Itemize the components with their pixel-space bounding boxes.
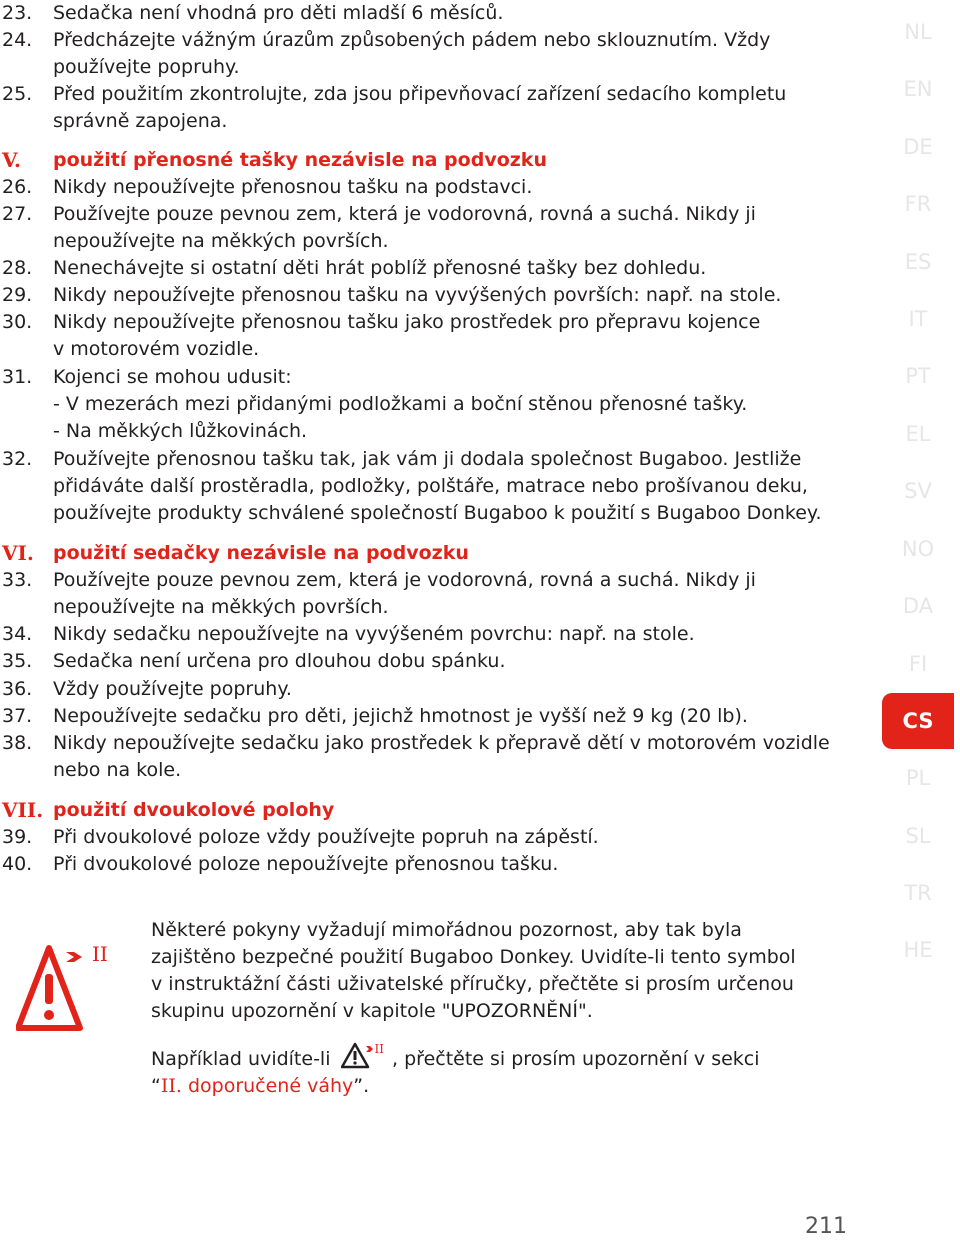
lang-tab-nl[interactable]: NL: [904, 20, 932, 44]
item-text: Při dvoukolové poloze vždy používejte popruh na zápěstí.: [53, 826, 599, 848]
item-text: Používejte pouze pevnou zem, která je vodorovná, rovná a suchá. Nikdy ji nepoužívejte na měkkých površích.: [53, 203, 756, 252]
item-number: 31.: [2, 366, 33, 388]
lang-tab-de[interactable]: DE: [903, 135, 933, 159]
item-number: 29.: [2, 284, 33, 306]
item-number: 25.: [2, 83, 33, 105]
lang-tab-he[interactable]: HE: [903, 938, 933, 962]
example-text-after: , přečtěte si prosím upozornění v sekci: [392, 1048, 760, 1070]
example-text-before: Například uvidíte-li: [151, 1048, 331, 1070]
item-text: Sedačka není určena pro dlouhou dobu spánku.: [53, 650, 506, 672]
item-text: Sedačka není vhodná pro děti mladší 6 měsíců.: [53, 2, 504, 24]
inline-icon-label: II: [374, 1042, 385, 1056]
section-heading-v: [0, 147, 850, 177]
item-text: Předcházejte vážným úrazům způsobených pádem nebo sklouznutím. Vždy používejte popruhy.: [53, 29, 771, 78]
lang-tab-fi[interactable]: FI: [908, 652, 928, 676]
item-number: 24.: [2, 29, 33, 51]
lang-tab-sv[interactable]: SV: [904, 479, 932, 503]
item-text: Nikdy nepoužívejte přenosnou tašku na podstavci.: [53, 176, 533, 198]
item-text: Před použitím zkontrolujte, zda jsou připevňovací zařízení sedacího kompletu správně zapojena.: [53, 83, 787, 132]
lang-tab-fr[interactable]: FR: [904, 192, 932, 216]
item-number: 33.: [2, 569, 33, 591]
lang-tab-da[interactable]: DA: [902, 594, 934, 618]
lang-tab-es[interactable]: ES: [904, 250, 932, 274]
item-text: Nikdy nepoužívejte přenosnou tašku na vyvýšených površích: např. na stole.: [53, 284, 782, 306]
item-text: Nikdy nepoužívejte přenosnou tašku jako prostředek pro přepravu kojence v motorovém vozidle.: [53, 311, 761, 360]
item-text: Nikdy nepoužívejte sedačku jako prostředek k přepravě dětí v motorovém vozidle nebo na kole.: [53, 732, 830, 781]
item-text: Nepoužívejte sedačku pro děti, jejichž hmotnost je vyšší než 9 kg (20 lb).: [53, 705, 748, 727]
item-number: 38.: [2, 732, 33, 754]
warning-triangle-arrow-icon: [16, 944, 116, 1034]
item-number: 28.: [2, 257, 33, 279]
ref-open-quote: “: [151, 1075, 161, 1097]
notice-text: Některé pokyny vyžadují mimořádnou pozornost, aby tak byla zajištěno bezpečné použití Bugaboo Donkey. Uvidíte-li tento symbol v instruktážní části uživatelské příručky, přečtěte si prosím určenou skupinu upozornění v kapitole "UPOZORNĚNÍ".: [151, 919, 796, 1022]
item-number: 35.: [2, 650, 33, 672]
lang-tab-pl[interactable]: PL: [905, 766, 931, 790]
lang-tab-cs[interactable]: CS: [882, 693, 954, 749]
section-title: použití přenosné tašky nezávisle na podvozku: [53, 149, 547, 171]
section-title: použití dvoukolové polohy: [53, 799, 335, 821]
section-number: VI.: [2, 541, 34, 565]
lang-tab-tr[interactable]: TR: [904, 881, 932, 905]
item-number: 30.: [2, 311, 33, 333]
item-number: 26.: [2, 176, 33, 198]
item-text: Používejte pouze pevnou zem, která je vodorovná, rovná a suchá. Nikdy ji nepoužívejte na měkkých površích.: [53, 569, 756, 618]
notice-example: [151, 1036, 841, 1100]
item-number: 40.: [2, 853, 33, 875]
item-text: Vždy používejte popruhy.: [53, 678, 292, 700]
item-text: Při dvoukolové poloze nepoužívejte přenosnou tašku.: [53, 853, 559, 875]
item-number: 27.: [2, 203, 33, 225]
section-reference: II. doporučené váhy: [160, 1075, 354, 1097]
item-number: 37.: [2, 705, 33, 727]
lang-tab-sl[interactable]: SL: [905, 824, 931, 848]
lang-tab-pt[interactable]: PT: [905, 364, 931, 388]
lang-tab-it[interactable]: IT: [908, 307, 928, 331]
notice-icon-label: II: [92, 942, 108, 966]
lang-tab-no[interactable]: NO: [901, 537, 935, 561]
item-text: Nikdy sedačku nepoužívejte na vyvýšeném povrchu: např. na stole.: [53, 623, 695, 645]
section-heading-vi: [0, 540, 850, 570]
ref-close-quote: ”.: [353, 1075, 370, 1097]
item-text: Používejte přenosnou tašku tak, jak vám ji dodala společnost Bugaboo. Jestliže přidáváte další prostěradla, podložky, polštáře, matrace nebo prošívanou deku, používejte produkty schválené společností Bugaboo k použití s Bugaboo Donkey.: [53, 448, 822, 524]
section-number: VII.: [2, 798, 44, 822]
item-number: 39.: [2, 826, 33, 848]
section-number: V.: [2, 148, 21, 172]
lang-tab-en[interactable]: EN: [903, 77, 933, 101]
item-text: Nenechávejte si ostatní děti hrát poblíž přenosné tašky bez dohledu.: [53, 257, 707, 279]
item-number: 36.: [2, 678, 33, 700]
item-number: 34.: [2, 623, 33, 645]
item-number: 32.: [2, 448, 33, 470]
section-title: použití sedačky nezávisle na podvozku: [53, 542, 469, 564]
section-heading-vii: [0, 797, 850, 827]
lang-tab-el[interactable]: EL: [905, 422, 931, 446]
item-number: 23.: [2, 2, 33, 24]
item-text: Kojenci se mohou udusit: - V mezerách mezi přidanými podložkami a boční stěnou přenosné tašky. - Na měkkých lůžkovinách.: [53, 366, 748, 442]
page-number: 211: [805, 1214, 847, 1239]
